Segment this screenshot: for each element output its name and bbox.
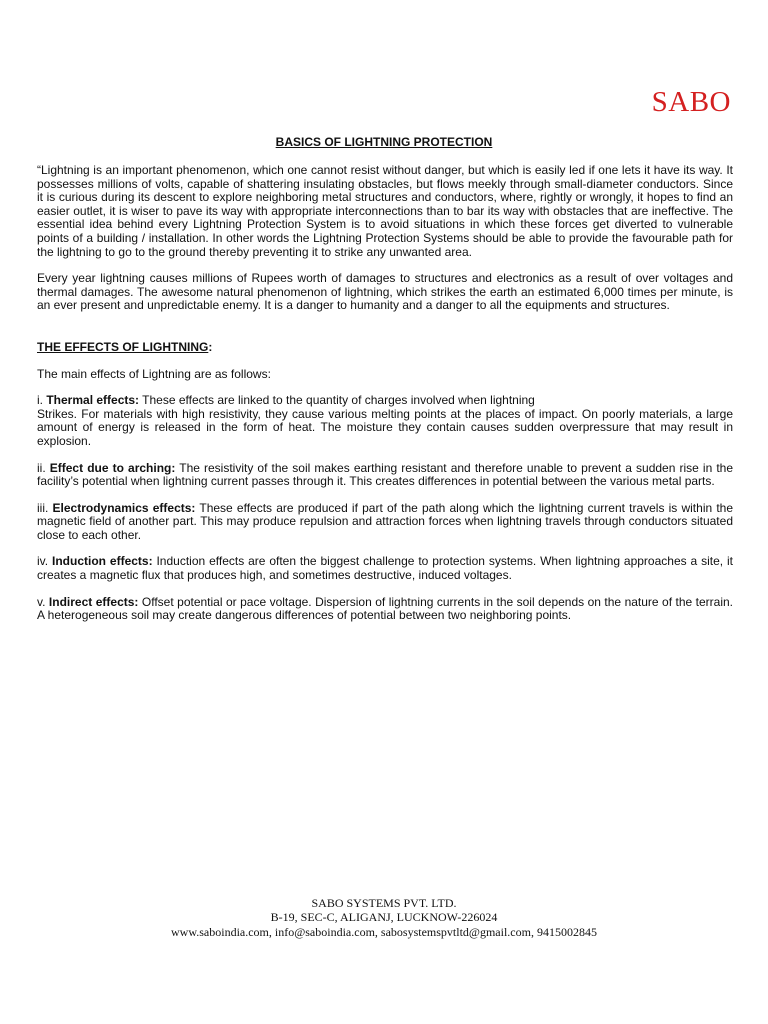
effect-text: These effects are linked to the quantity of charges involved when lightning: [139, 393, 535, 408]
footer: [0, 896, 768, 939]
effect-prefix: i.: [37, 393, 47, 408]
footer-contact: www.saboindia.com, info@saboindia.com, sabosystemspvtltd@gmail.com, 9415002845: [171, 924, 597, 939]
effect-name: Indirect effects:: [48, 594, 139, 609]
effects-heading-colon: :: [208, 339, 213, 354]
effect-item-arching: [37, 462, 733, 489]
effect-item-thermal-line2: Strikes. For materials with high resistivity, they cause various melting points at the places of impact. On poorly materials, a large amount of energy is released in the form of heat. The moisture they contain causes sudden overpressure that may result in explosion.: [37, 406, 733, 448]
effects-intro: The main effects of Lightning are as follows:: [37, 366, 271, 381]
logo: SABO: [651, 86, 731, 118]
effects-heading: [37, 341, 733, 355]
effect-text: These effects are produced if part of the path along which the lightning current travels is within the magnetic field of another part. This may produce repulsion and attraction forces when lightning travels through conductors situated close to each other.: [37, 500, 734, 542]
effect-name: Effect due to arching:: [49, 460, 176, 475]
effect-item-electrodynamics: [37, 502, 733, 543]
effect-text: The resistivity of the soil makes earthing resistant and therefore unable to prevent a sudden rise in the facility’s potential when lightning current passes through it. This creates differences in potential between the various metal parts.: [37, 460, 734, 489]
footer-address: B-19, SEC-C, ALIGANJ, LUCKNOW-226024: [270, 910, 498, 925]
effect-item-indirect: [37, 596, 733, 623]
effect-prefix: iii.: [37, 500, 53, 515]
effects-heading-text: THE EFFECTS OF LIGHTNING: [37, 339, 209, 354]
effect-prefix: ii.: [37, 460, 50, 475]
page-title: BASICS OF LIGHTNING PROTECTION: [275, 135, 493, 149]
intro-paragraph-2: Every year lightning causes millions of Rupees worth of damages to structures and electronics as a result of over voltages and thermal damages. The awesome natural phenomenon of lightning, which strikes the earth an estimated 6,000 times per minute, is an ever present and unpredictable enemy. It is a danger to humanity and a danger to all the equipments and structures.: [37, 271, 733, 313]
effect-name: Thermal effects:: [46, 393, 140, 408]
effect-item-thermal-line1: [37, 394, 733, 408]
effect-item-thermal: [37, 394, 733, 448]
document-body: [37, 164, 733, 623]
effect-name: Induction effects:: [52, 554, 153, 569]
footer-company: SABO SYSTEMS PVT. LTD.: [311, 896, 457, 910]
effect-item-induction: [37, 555, 733, 582]
effect-text: Offset potential or pace voltage. Dispersion of lightning currents in the soil depends on the nature of the terrain. A heterogeneous soil may create dangerous differences of potential between two neighboring points.: [37, 594, 734, 623]
effect-text: Induction effects are often the biggest challenge to protection systems. When lightning approaches a site, it creates a magnetic flux that produces high, and sometimes destructive, induced voltages.: [37, 554, 733, 583]
intro-paragraph-1: “Lightning is an important phenomenon, which one cannot resist without danger, but which is easily led if one lets it have its way. It possesses millions of volts, capable of shattering insulating obstacles, but flows meekly through small-diameter conductors. Since it is curious during its descent to explore neighboring metal structures and conductors, where, rightly or wrongly, it hopes to find an easier outlet, it is wiser to pave its way with appropriate interconnections than to bar its way with obstacles that are ineffective. The essential idea behind every Lightning Protection System is to avoid situations in which these forces get diverted to vulnerable points of a building / installation. In other words the Lightning Protection Systems should be able to provide the favourable path for the lightning to go to the ground thereby preventing it to strike any unwanted area.: [37, 163, 733, 259]
effect-prefix: v.: [37, 594, 49, 609]
effect-prefix: iv.: [37, 554, 53, 569]
effect-name: Electrodynamics effects:: [52, 500, 196, 515]
